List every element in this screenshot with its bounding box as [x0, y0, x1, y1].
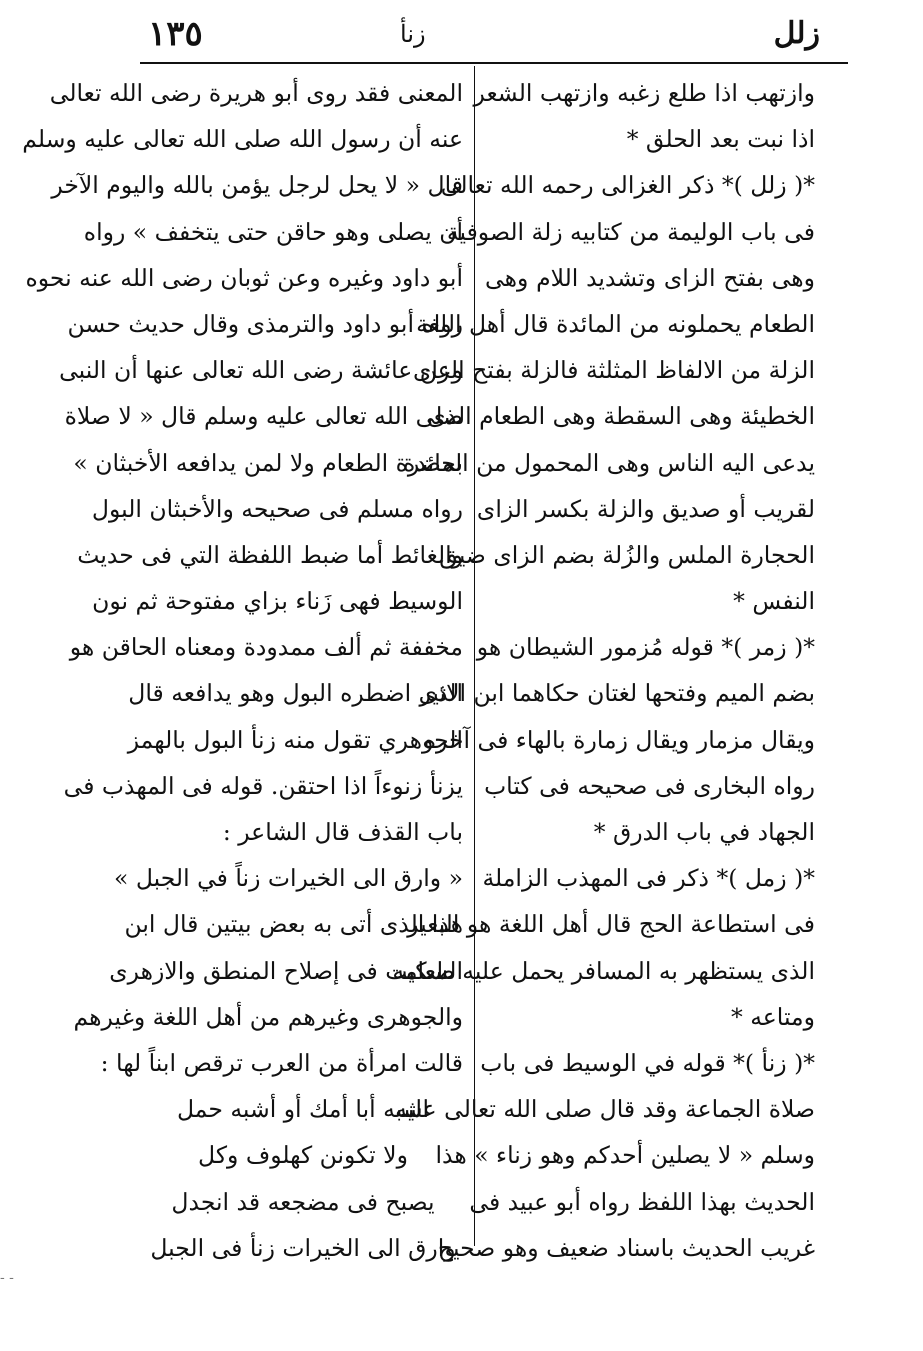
column-divider	[474, 66, 475, 1246]
text-line: *( زلل )* ذكر الغزالى رحمه الله تعالى	[440, 171, 815, 200]
text-line: المعنى فقد روى أبو هريرة رضى الله تعالى	[49, 79, 463, 107]
text-line: الذى اضطره البول وهو يدافعه قال	[128, 679, 463, 708]
text-line: فى باب الوليمة من كتابيه زلة الصوفية	[446, 217, 815, 246]
text-line: وهى بفتح الزاى وتشديد اللام وهى	[485, 263, 815, 292]
text-line: عنه أن رسول الله صلى الله تعالى عليه وسلم	[22, 125, 463, 154]
text-line: أبو داود وغيره وعن ثوبان رضى الله عنه نحوه	[25, 263, 463, 292]
text-line: الطعام يحملونه من المائدة قال أهل اللغة	[416, 309, 815, 338]
poem-verse: ولا تكونن كهلوف وكل	[198, 1141, 408, 1170]
quoted-verse: « وارق الى الخيرات زناً في الجبل »	[114, 864, 463, 893]
text-line: الحجارة الملس والزُلة بضم الزاى ضيق	[439, 540, 815, 569]
text-line: رواه أبو داود والترمذى وقال حديث حسن	[67, 309, 463, 338]
text-line: رواه البخارى فى صحيحه فى كتاب	[484, 771, 815, 800]
text-line: الجوهري تقول منه زنأ البول بالهمز	[127, 725, 463, 754]
poem-verse: اشبه أبا أمك أو أشبه حمل	[176, 1095, 430, 1124]
text-line: والجوهرى وغيرهم من أهل اللغة وغيرهم	[73, 1002, 463, 1031]
header-last-entry-word: زنأ	[400, 20, 426, 48]
text-line: النفس *	[733, 587, 815, 616]
text-line: صلى الله تعالى عليه وسلم قال « لا صلاة	[64, 402, 463, 431]
page-header	[140, 10, 840, 62]
text-line: قالت امرأة من العرب ترقص ابناً لها :	[100, 1048, 463, 1077]
text-line: مخففة ثم ألف ممدودة ومعناه الحاقن هو	[69, 633, 463, 662]
text-line: قال « لا يحل لرجل يؤمن بالله واليوم الآخر	[51, 171, 463, 200]
text-line: بحضرة الطعام ولا لمن يدافعه الأخبثان »	[73, 448, 463, 477]
text-line: *( زنأ )* قوله في الوسيط فى باب	[480, 1048, 815, 1077]
text-line: باب القذف قال الشاعر :	[222, 818, 463, 846]
text-line: هذا الذى أتى به بعض بيتين قال ابن	[124, 910, 463, 939]
margin-marks: - -	[0, 1270, 14, 1286]
text-line: صلاة الجماعة وقد قال صلى الله تعالى عليه	[395, 1095, 815, 1124]
text-line: لقريب أو صديق والزلة بكسر الزاى	[476, 494, 815, 523]
right-column	[392, 70, 815, 1271]
text-line: *( زمر )* قوله مُزمور الشيطان هو	[476, 633, 815, 662]
text-line: فى استطاعة الحج قال أهل اللغة هو البعير	[407, 910, 815, 939]
text-line: وازتهب اذا طلع زغبه وازتهب الشعر	[473, 79, 815, 107]
text-line: والغائط أما ضبط اللفظة التي فى حديث	[77, 540, 463, 569]
poem-verse: يصبح فى مضجعه قد انجدل	[171, 1187, 435, 1216]
text-line: رواه مسلم فى صحيحه والأخبثان البول	[91, 494, 463, 523]
text-line: يدعى اليه الناس وهى المحمول من المائدة	[403, 448, 815, 477]
text-line: السكيت فى إصلاح المنطق والازهرى	[109, 956, 463, 985]
text-line: الجهاد في باب الدرق *	[593, 818, 815, 846]
text-line: وعن عائشة رضى الله تعالى عنها أن النبى	[59, 356, 463, 385]
text-line: اذا نبت بعد الحلق *	[626, 125, 815, 154]
text-line: أن يصلى وهو حاقن حتى يتخفف » رواه	[83, 217, 463, 246]
text-line: الذى يستظهر به المسافر يحمل عليه طعامه	[392, 956, 815, 985]
text-line: يزنأ زنوءاً اذا احتقن. قوله فى المهذب فى	[63, 771, 463, 800]
poem-verse: وارق الى الخيرات زنأ فى الجبل	[150, 1233, 456, 1262]
text-line: الخطيئة وهى السقطة وهى الطعام الذى	[427, 402, 815, 431]
text-line: *( زمل )* ذكر فى المهذب الزاملة	[482, 864, 815, 893]
left-column	[22, 70, 463, 1271]
page-number: ١٣٥	[148, 14, 203, 54]
text-line: بضم الميم وفتحها لغتان حكاهما ابن الاثير	[419, 679, 815, 708]
header-rule	[140, 62, 848, 64]
text-line: الوسيط فهى زَناء بزاي مفتوحة ثم نون	[92, 587, 463, 616]
text-line: الحديث بهذا اللفظ رواه أبو عبيد فى	[469, 1187, 815, 1216]
text-line: وسلم « لا يصلين أحدكم وهو زناء » هذا	[435, 1141, 815, 1170]
text-line: غريب الحديث باسناد ضعيف وهو صحيح	[437, 1233, 815, 1262]
header-entry-word: زلل	[773, 16, 820, 51]
text-line: الزلة من الالفاظ المثلثة فالزلة بفتح الزاى	[413, 356, 815, 385]
text-line: ومتاعه *	[730, 1002, 815, 1031]
text-line: ويقال مزمار ويقال زمارة بالهاء فى آخره	[423, 725, 815, 754]
